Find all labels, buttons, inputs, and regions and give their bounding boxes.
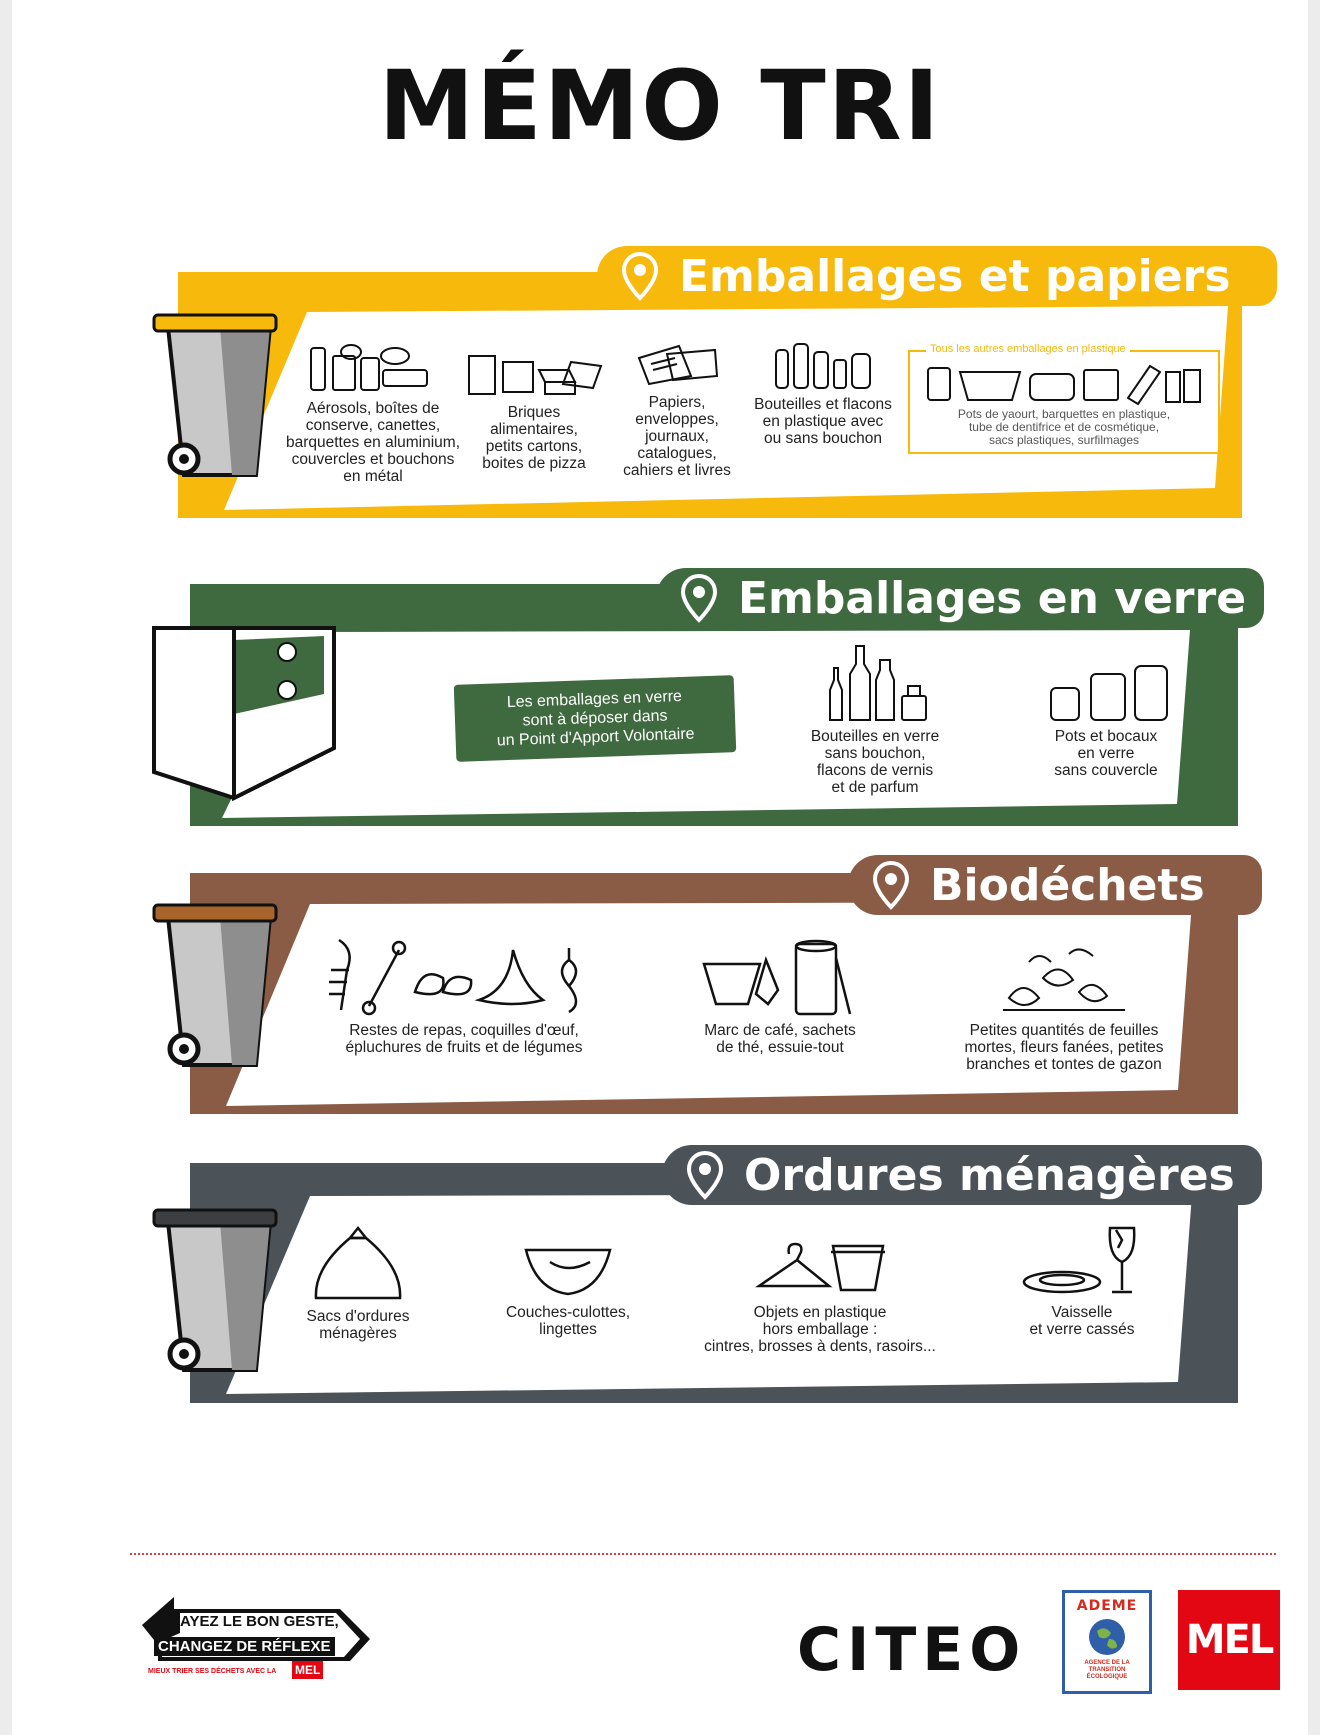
mel-logo: MEL xyxy=(1178,1590,1280,1690)
hanger-icon xyxy=(755,1240,885,1298)
slogan-line2: CHANGEZ DE RÉFLEXE xyxy=(154,1637,335,1656)
item-label: Aérosols, boîtes de conserve, canettes, barquettes en aluminium, couvercles et bouchons en métal xyxy=(285,400,461,485)
item-label: Couches-culottes, lingettes xyxy=(505,1304,631,1338)
ademe-name: ADEME xyxy=(1076,1598,1138,1614)
citeo-logo: CITEO xyxy=(797,1615,1027,1685)
item-label: Marc de café, sachets de thé, essuie-tout xyxy=(704,1022,856,1056)
slogan-logo xyxy=(140,1595,380,1685)
item-label: Vaisselle et verre cassés xyxy=(1029,1304,1135,1338)
section-tab xyxy=(662,1145,1262,1205)
memo-page xyxy=(12,0,1308,1735)
other-plastics-text: Pots de yaourt, barquettes en plastique, tube de dentifrice et de cosmétique, sacs plastiques, surfilmages xyxy=(957,407,1171,447)
broken-dishes-icon xyxy=(1022,1222,1142,1298)
grey-bin-icon xyxy=(150,1200,280,1380)
section-title: Emballages et papiers xyxy=(679,250,1231,302)
section-title: Ordures ménagères xyxy=(744,1149,1235,1201)
slogan-line1: AYEZ LE BON GESTE, xyxy=(180,1613,339,1630)
globe-icon xyxy=(1087,1617,1127,1657)
section-title: Emballages en verre xyxy=(738,572,1247,624)
other-plastics-caption: Tous les autres emballages en plastique xyxy=(926,343,1130,355)
page-title: MÉMO TRI xyxy=(378,50,942,162)
diapers-icon xyxy=(520,1240,616,1298)
footer-divider xyxy=(130,1553,1276,1555)
item-label: Sacs d'ordures ménagères xyxy=(306,1308,410,1342)
item-label: Papiers, enveloppes, journaux, catalogues, cahiers et livres xyxy=(623,394,731,479)
item-label: Petites quantités de feuilles mortes, fleurs fanées, petites branches et tontes de gazon xyxy=(964,1022,1164,1073)
item-trash-bags xyxy=(288,1222,428,1342)
ademe-subtitle: AGENCE DE LA TRANSITION ÉCOLOGIQUE xyxy=(1084,1660,1130,1680)
trash-bag-icon xyxy=(310,1222,406,1302)
location-pin-icon xyxy=(684,1150,726,1200)
glass-dropoff-callout: Les emballages en verre sont à déposer dans un Point d'Apport Volontaire xyxy=(454,675,737,762)
item-label: Objets en plastique hors emballage : cintres, brosses à dents, rasoirs... xyxy=(704,1304,936,1355)
item-diapers xyxy=(488,1240,648,1338)
item-plastic-objects xyxy=(692,1240,948,1355)
item-label: Restes de repas, coquilles d'œuf, épluchures de fruits et de légumes xyxy=(345,1022,583,1056)
item-label: Briques alimentaires, petits cartons, boites de pizza xyxy=(482,404,586,472)
slogan-mel-badge: MEL xyxy=(292,1661,323,1679)
item-label: Bouteilles en verre sans bouchon, flacons de vernis et de parfum xyxy=(810,728,940,796)
ademe-logo xyxy=(1062,1590,1152,1694)
item-broken-dishes xyxy=(1014,1222,1150,1338)
section-title: Biodéchets xyxy=(930,859,1205,911)
section-ordures-menageres xyxy=(12,0,1308,1420)
slogan-small: MIEUX TRIER SES DÉCHETS AVEC LA xyxy=(148,1668,277,1675)
item-label: Pots et bocaux en verre sans couvercle xyxy=(1054,728,1158,779)
item-label: Bouteilles et flacons en plastique avec ou sans bouchon xyxy=(754,396,892,447)
